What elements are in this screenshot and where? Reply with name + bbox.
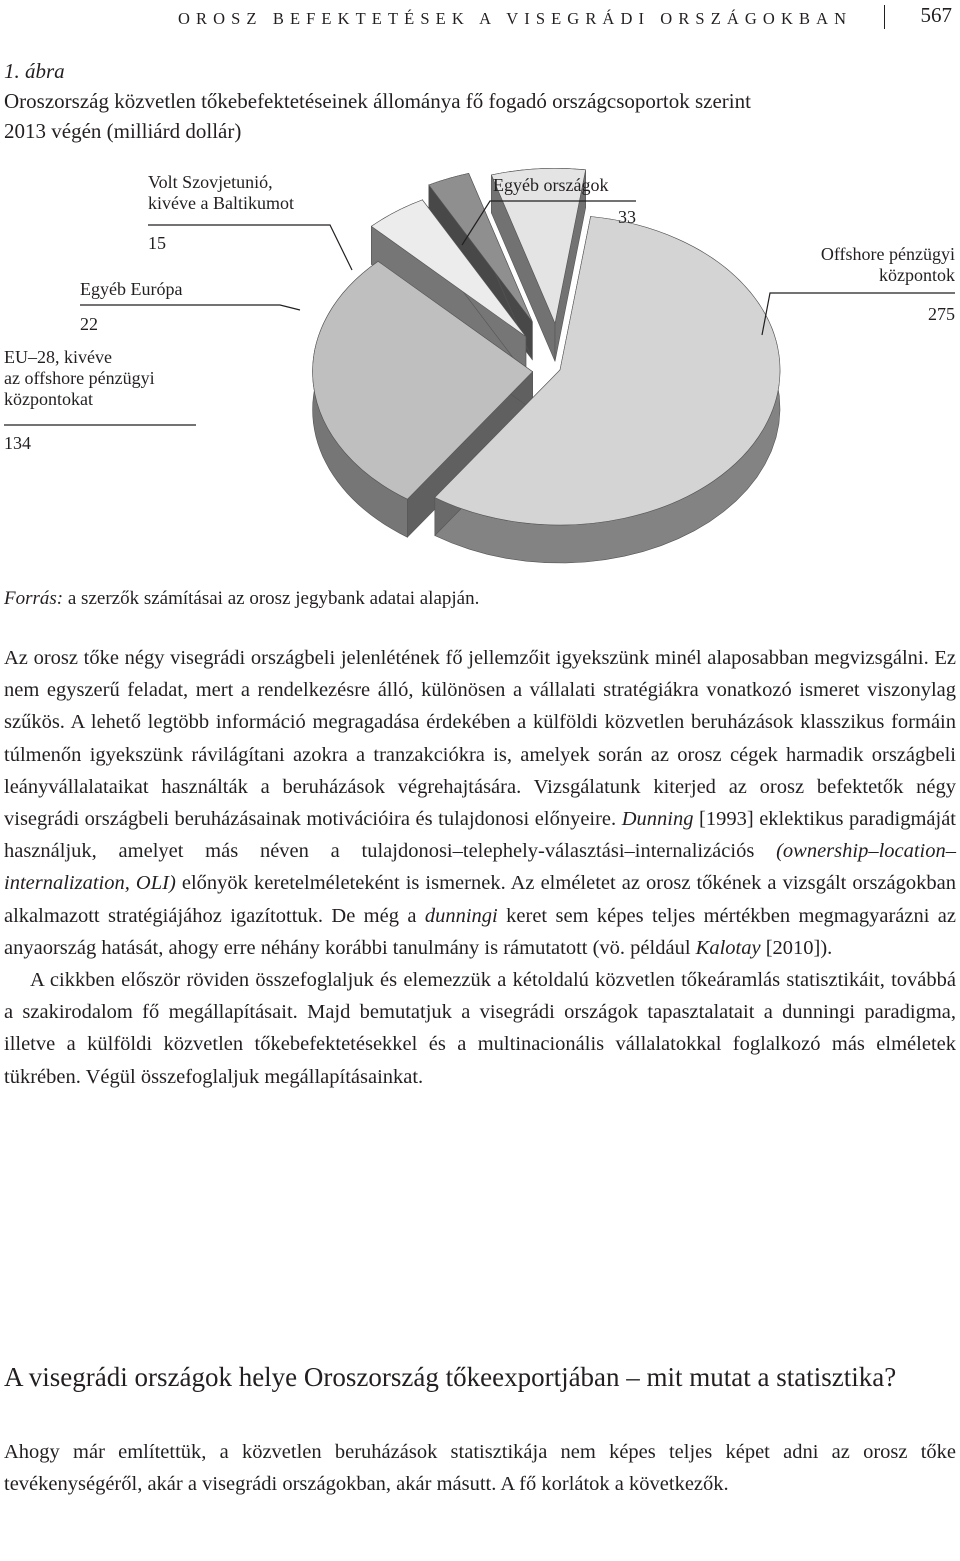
- pie-chart: [0, 165, 960, 585]
- slice-value: 33: [618, 207, 636, 227]
- slice-label-text: Volt Szovjetunió,: [148, 172, 273, 192]
- oli-term: (ownership–location–internalization, OLI): [4, 840, 956, 895]
- slice-label-text: kivéve a Baltikumot: [148, 193, 294, 213]
- source-text: a szerzők számításai az orosz jegybank adatai alapján.: [63, 588, 480, 609]
- slice-label-text: az offshore pénzügyi: [4, 368, 155, 388]
- paragraph-1-text-d: keret sem képes teljes mértékben megmagyarázni az anyaország hatását, ahogy erre néhány korábbi tanulmány is rámutatott (vö. például: [4, 904, 956, 959]
- slice-value: 22: [80, 314, 98, 334]
- figure-number: 1. ábra: [4, 59, 65, 83]
- figure-caption: [4, 56, 954, 146]
- leader-line: [80, 305, 300, 310]
- section-heading: A visegrádi országok helye Oroszország tőkeexportjában – mit mutat a statisztika?: [4, 1362, 897, 1392]
- slice-label-3: [80, 279, 300, 334]
- slice-label-text: Egyéb országok: [493, 175, 609, 195]
- slice-label-text: EU–28, kivéve: [4, 347, 112, 367]
- source-label: Forrás:: [4, 588, 64, 609]
- leader-line: [148, 225, 352, 270]
- slice-value: 15: [148, 233, 166, 253]
- running-head: OROSZ BEFEKTETÉSEK A VISEGRÁDI ORSZÁGOKBAN: [178, 9, 853, 28]
- paragraph-1-text-e: [2010]).: [760, 936, 833, 959]
- header-divider: [884, 5, 885, 29]
- slice-label-text: központok: [879, 265, 955, 285]
- paragraph-1-text-a: Az orosz tőke négy visegrádi országbeli jelenlétének fő jellemzőit igyekszünk minél alaposabban megvizsgálni. Ez nem egyszerű feladat, mert a rendelkezésre álló, különösen a vállalati stratégiákra vonatkozó ismeret viszonylag szűkös. A lehető legtöbb információ megragadása érdekében a külföldi közvetlen beruházások klasszikus formáin túlmenőn igyekszünk rávilágítani azokra a tranzakciókra is, amelyek során az orosz cégek harmadik országbeli leányvállalataikat használták a beruházások végrehajtására. Vizsgálatunk kiterjed az orosz befektetők négy visegrádi országbeli beruházásainak motivációira és tulajdonosi előnyeire.: [4, 647, 956, 831]
- page-header: [0, 2, 960, 36]
- paragraph-2: A cikkben először röviden összefoglaljuk és elemezzük a kétoldalú közvetlen tőkeáramlás statisztikáit, továbbá a szakirodalom fő megállapításait. Majd bemutatjuk a visegrádi országok tapasztalatait a dunningi paradigma, illetve a külföldi közvetlen tőkebefektetésekkel és a multinacionális vállalatokkal foglalkozó más elméletek tükrében. Végül összefoglaljuk megállapításainkat.: [4, 969, 956, 1088]
- dunningi-term: dunningi: [424, 904, 498, 927]
- paragraph-1-text-c: előnyök keretelméleteként is ismernek. Az elméletet az orosz tőkének a vizsgált országokban alkalmazott stratégiájához igazítottuk. De még a: [4, 872, 957, 927]
- leader-line: [762, 293, 955, 335]
- figure-title-line-1: Oroszország közvetlen tőkebefektetéseinek állománya fő fogadó országcsoportok szerint: [4, 89, 751, 113]
- figure-title-line-2: 2013 végén (milliárd dollár): [4, 119, 242, 143]
- slice-value: 275: [928, 304, 955, 324]
- body-text-section: [4, 1436, 956, 1500]
- slice-label-4: [148, 172, 352, 270]
- slice-label-text: központokat: [4, 389, 93, 409]
- paragraph-1: [4, 642, 956, 964]
- page-number: 567: [920, 3, 952, 27]
- slice-label-text: Egyéb Európa: [80, 279, 183, 299]
- slice-label-2: [4, 347, 196, 453]
- body-text: [4, 642, 956, 1093]
- figure-source: [4, 588, 479, 610]
- citation-kalotay: Kalotay: [695, 936, 761, 959]
- citation-dunning: Dunning: [621, 808, 694, 831]
- pie-chart-svg: [0, 165, 960, 585]
- paragraph-3: Ahogy már említettük, a közvetlen beruházások statisztikája nem képes teljes képet adni az orosz tőke tevékenységéről, akár a visegrádi országokban, akár másutt. A fő korlátok a következők.: [4, 1441, 956, 1496]
- paragraph-1-text-b: [1993] eklektikus paradigmáját használjuk, amelyet más néven a tulajdonosi–telephely-választási–internalizációs: [4, 808, 956, 863]
- slice-label-text: Offshore pénzügyi: [820, 244, 955, 264]
- slice-value: 134: [4, 433, 31, 453]
- slice-label-1: [762, 244, 955, 335]
